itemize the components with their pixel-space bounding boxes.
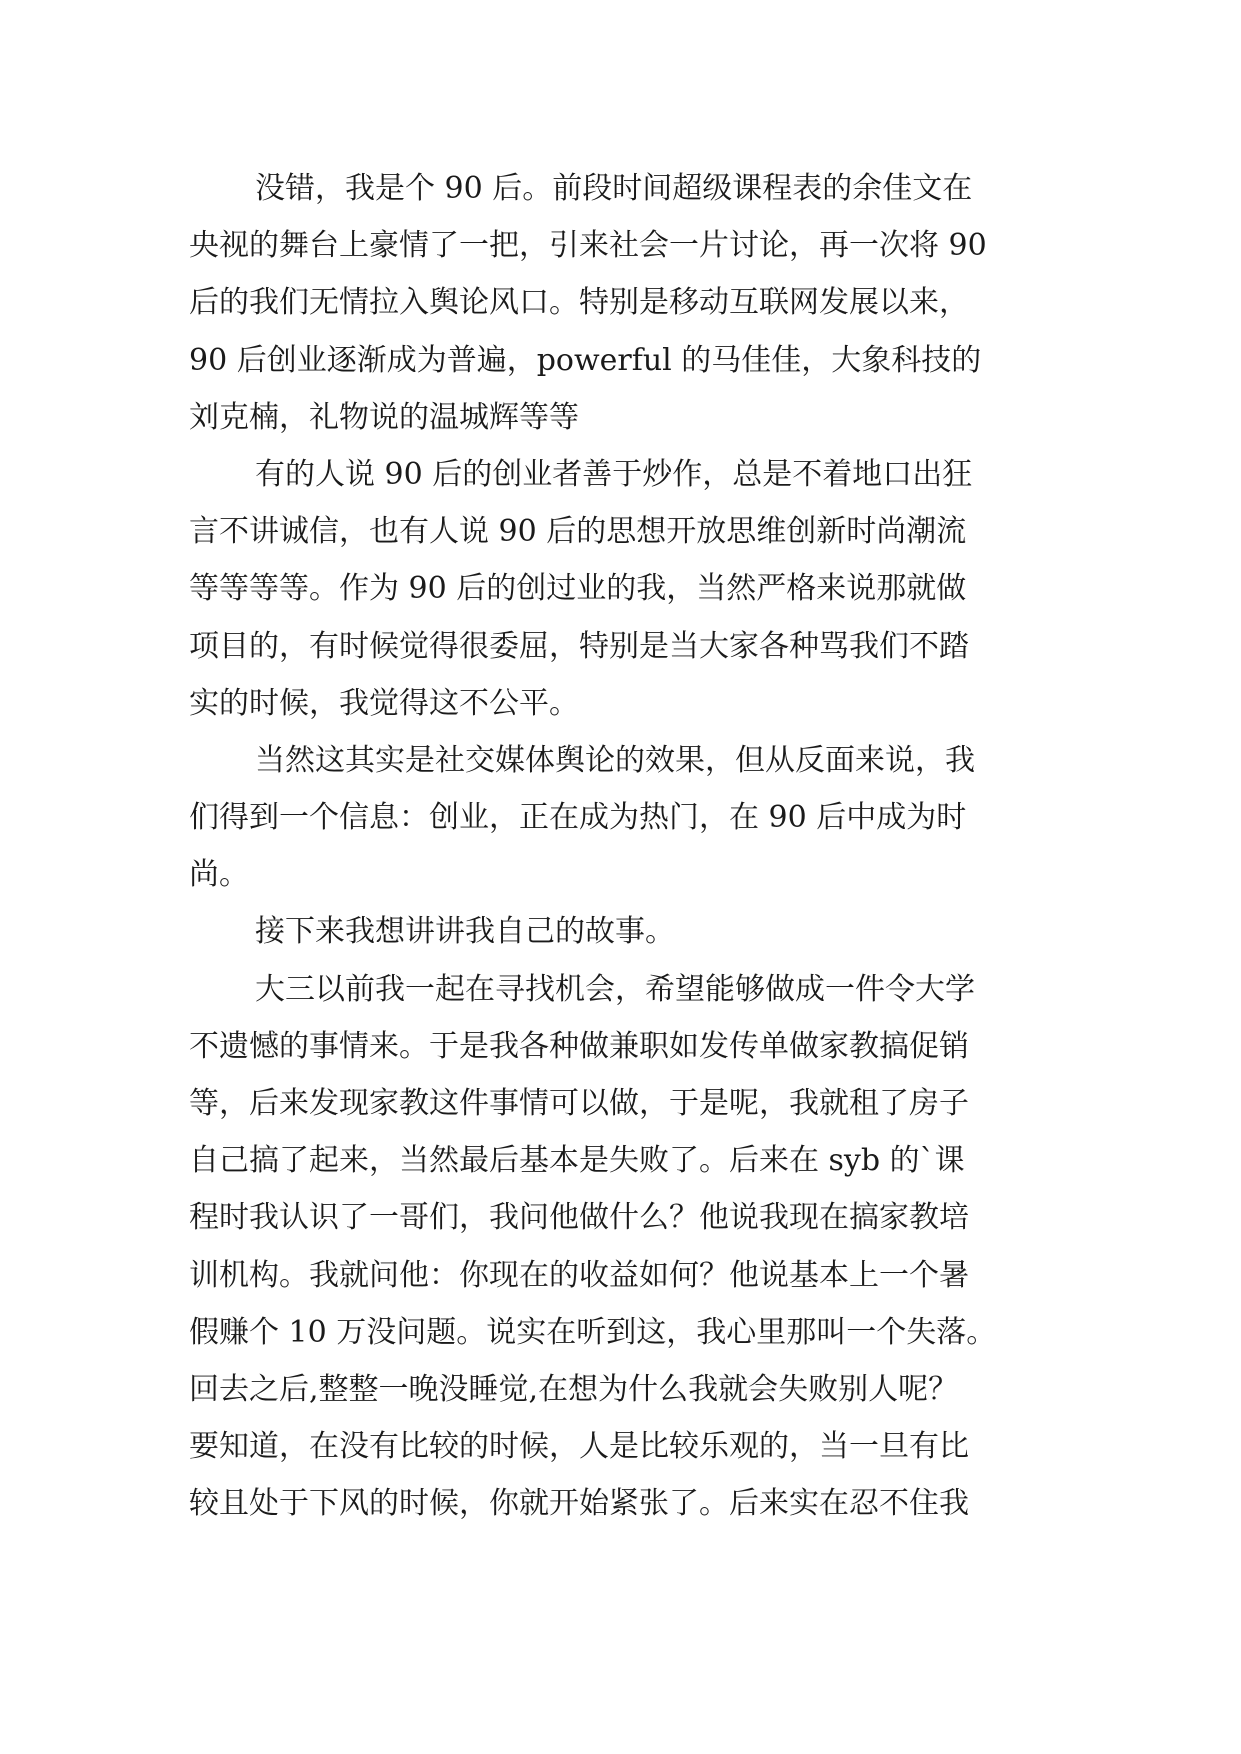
paragraph-line: 回去之后,整整一晚没睡觉,在想为什么我就会失败别人呢？ — [189, 1371, 959, 1407]
paragraph-line: 90 后创业逐渐成为普遍，powerful 的马佳佳，大象科技的 — [189, 342, 982, 378]
paragraph-line: 程时我认识了一哥们，我问他做什么？他说我现在搞家教培 — [189, 1200, 969, 1236]
paragraph-line: 较且处于下风的时候，你就开始紧张了。后来实在忍不住我 — [189, 1486, 969, 1522]
paragraph-line: 没错，我是个 90 后。前段时间超级课程表的余佳文在 — [255, 171, 973, 206]
paragraph-line: 刘克楠，礼物说的温城辉等等 — [189, 399, 579, 435]
paragraph-line: 言不讲诚信，也有人说 90 后的思想开放思维创新时尚潮流 — [189, 514, 967, 550]
paragraph-line: 假赚个 10 万没问题。说实在听到这，我心里那叫一个失落。 — [189, 1314, 997, 1350]
body-text — [189, 160, 1069, 1533]
paragraph-line: 接下来我想讲讲我自己的故事。 — [255, 914, 675, 950]
paragraph-line: 训机构。我就问他：你现在的收益如何？他说基本上一个暑 — [189, 1257, 969, 1293]
paragraph-line: 央视的舞台上豪情了一把，引来社会一片讨论，再一次将 90 — [189, 228, 987, 264]
paragraph-line: 大三以前我一起在寻找机会，希望能够做成一件令大学 — [255, 971, 975, 1007]
paragraph-line: 项目的，有时候觉得很委屈，特别是当大家各种骂我们不踏 — [189, 628, 969, 664]
paragraph-line: 尚。 — [189, 857, 249, 893]
paragraph-line: 实的时候，我觉得这不公平。 — [189, 685, 579, 721]
paragraph-line: 要知道，在没有比较的时候，人是比较乐观的，当一旦有比 — [189, 1429, 969, 1465]
paragraph-line: 不遗憾的事情来。于是我各种做兼职如发传单做家教搞促销 — [189, 1028, 969, 1064]
paragraph-line: 们得到一个信息：创业，正在成为热门，在 90 后中成为时 — [189, 800, 967, 836]
paragraph-line: 等，后来发现家教这件事情可以做，于是呢，我就租了房子 — [189, 1086, 969, 1121]
paragraph-line: 等等等等。作为 90 后的创过业的我，当然严格来说那就做 — [189, 571, 967, 607]
paragraph-line: 当然这其实是社交媒体舆论的效果，但从反面来说，我 — [255, 742, 975, 778]
paragraph-line: 有的人说 90 后的创业者善于炒作，总是不着地口出狂 — [255, 456, 973, 492]
paragraph-line: 后的我们无情拉入舆论风口。特别是移动互联网发展以来， — [189, 285, 969, 321]
paragraph-line: 自己搞了起来，当然最后基本是失败了。后来在 syb 的`课 — [189, 1143, 965, 1179]
